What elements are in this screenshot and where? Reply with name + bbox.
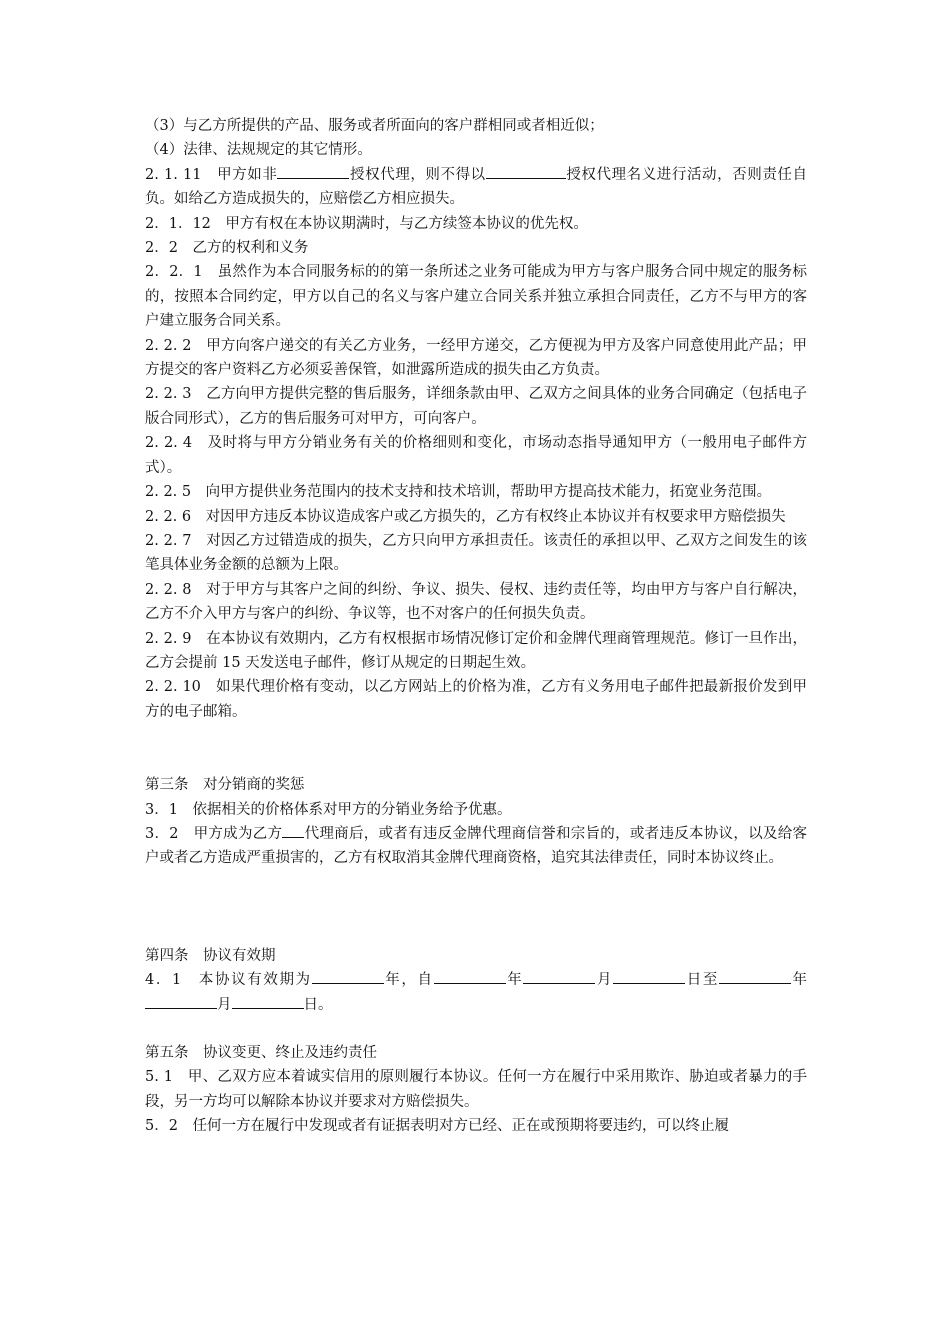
clause-text: 年: [505, 972, 524, 989]
clause-5-1: 5. 1 甲、乙双方应本着诚实信用的原则履行本协议。任何一方在履行中采用欺诈、胁迫或者暴力的手段，另一方均可以解除本协议并要求对方赔偿损失。: [145, 1069, 807, 1110]
spacer: [145, 1017, 807, 1041]
blank-field: [282, 822, 304, 838]
clause-text: 4．1 本协议有效期为: [145, 972, 312, 989]
blank-field: [277, 163, 349, 179]
clause-text: 3．2 甲方成为乙方: [145, 825, 283, 842]
clause-2-2-6: 2. 2. 6 对因甲方违反本协议造成客户或乙方损失的，乙方有权终止本协议并有权要求甲方赔偿损失: [145, 508, 786, 525]
blank-field: [523, 968, 595, 984]
spacer: [145, 724, 807, 773]
clause-2-2-3: 2. 2. 3 乙方向甲方提供完整的售后服务，详细条款由甲、乙双方之间具体的业务合同确定（包括电子版合同形式），乙方的售后服务可对甲方，可向客户。: [145, 386, 807, 427]
clause-2-2-7: 2. 2. 7 对因乙方过错造成的损失，乙方只向甲方承担责任。该责任的承担以甲、乙双方之间发生的该笔具体业务金额的总额为上限。: [145, 532, 807, 574]
blank-field: [312, 968, 384, 984]
article-5-heading: 第五条 协议变更、终止及违约责任: [145, 1045, 377, 1061]
article-4-heading: 第四条 协议有效期: [145, 947, 276, 964]
clause-text: 年: [790, 972, 808, 989]
clause-2-2-8: 2. 2. 8 对于甲方与其客户之间的纠纷、争议、损失、侵权、违约责任等，均由甲方与客户自行解决，乙方不介入甲方与客户的纠纷、争议等，也不对客户的任何损失负责。: [145, 581, 807, 623]
clause-2-1-12: 2．1．12 甲方有权在本协议期满时，与乙方续签本协议的优先权。: [145, 215, 588, 232]
clause-text: 月: [595, 972, 614, 989]
blank-field: [434, 968, 506, 984]
clause-2-2-9: 2. 2. 9 在本协议有效期内，乙方有权根据市场情况修订定价和金牌代理商管理规范。修订一旦作出，乙方会提前 15 天发送电子邮件，修订从规定的日期起生效。: [145, 630, 807, 671]
blank-field: [613, 968, 685, 984]
clause-2-2-5: 2. 2. 5 向甲方提供业务范围内的技术支持和技术培训，帮助甲方提高技术能力，拓宽业务范围。: [145, 484, 772, 501]
document-body: [145, 114, 807, 1139]
blank-field: [486, 163, 566, 179]
article-3-heading: 第三条 对分销商的奖惩: [145, 777, 305, 794]
clause-item-4: （4）法律、法规规定的其它情形。: [145, 142, 372, 159]
blank-field: [232, 993, 304, 1009]
clause-2-2-1: 2．2．1 虽然作为本合同服务标的的第一条所述之业务可能成为甲方与客户服务合同中规定的服务标的，按照本合同约定，甲方以自己的名义与客户建立合同关系并独立承担合同责任，乙方不与甲方的客户建立服务合同关系。: [145, 264, 807, 330]
blank-field: [719, 968, 791, 984]
clause-text: 授权代理名义进行活动，否则责任自负。如给乙方造成损失的，应赔偿乙方相应损失。: [145, 166, 807, 208]
clause-text: 授权代理，则不得以: [349, 166, 486, 183]
blank-field: [145, 993, 217, 1009]
spacer: [145, 871, 807, 944]
clause-2-2-4: 2. 2. 4 及时将与甲方分销业务有关的价格细则和变化，市场动态指导通知甲方（一般用电子邮件方式）。: [145, 435, 807, 476]
clause-text: 2. 1. 11 甲方如非: [145, 166, 278, 183]
clause-text: 代理商后，或者有违反金牌代理商信誉和宗旨的，或者违反本协议，以及给客户或者乙方造成严重损害的，乙方有权取消其金牌代理商资格，追究其法律责任，同时本协议终止。: [145, 825, 808, 867]
clause-text: 月: [217, 996, 232, 1013]
clause-3-1: 3．1 依据相关的价格体系对甲方的分销业务给予优惠。: [145, 801, 512, 818]
clause-2-1-11: [145, 163, 807, 212]
section-2-2-heading: 2．2 乙方的权利和义务: [145, 240, 309, 257]
clause-item-3: （3）与乙方所提供的产品、服务或者所面向的客户群相同或者相近似；: [145, 118, 604, 134]
clause-text: 日。: [303, 996, 333, 1013]
clause-text: 日至: [685, 972, 719, 989]
clause-2-2-10: 2. 2. 10 如果代理价格有变动，以乙方网站上的价格为准，乙方有义务用电子邮件把最新报价发到甲方的电子邮箱。: [145, 679, 807, 720]
clause-4-1: [145, 968, 807, 1017]
clause-5-2: 5．2 任何一方在履行中发现或者有证据表明对方已经、正在或预期将要违约，可以终止履: [145, 1118, 729, 1135]
clause-2-2-2: 2. 2. 2 甲方向客户递交的有关乙方业务，一经甲方递交，乙方便视为甲方及客户同意使用此产品；甲方提交的客户资料乙方必须妥善保管，如泄露所造成的损失由乙方负责。: [145, 337, 807, 379]
clause-3-2: [145, 822, 807, 871]
clause-text: 年，自: [383, 972, 434, 989]
